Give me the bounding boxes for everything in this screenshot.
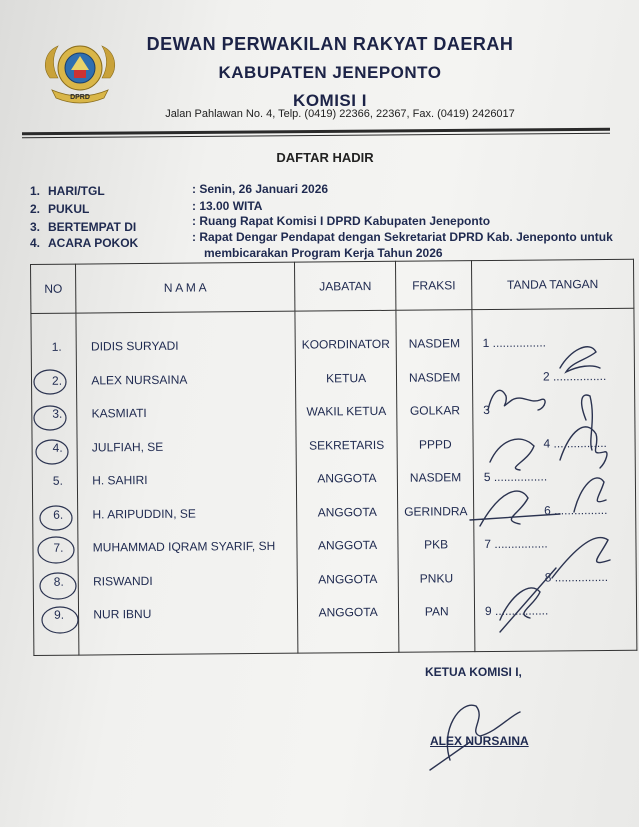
dprd-emblem-logo <box>38 38 122 108</box>
row-nama-5: H. SAHIRI <box>92 472 148 488</box>
row-jabatan-1: KOORDINATOR <box>301 336 390 352</box>
row-tanda-tangan-1: 1 ................ <box>482 335 547 351</box>
document-title: DAFTAR HADIR <box>276 150 374 165</box>
info-num-2: 2. <box>30 202 41 216</box>
row-fraksi-2: NASDEM <box>408 369 461 385</box>
nama-column <box>76 311 297 655</box>
info-num-4: 4. <box>30 236 41 250</box>
row-tanda-tangan-5: 5 ................ <box>483 469 548 485</box>
row-nama-7: MUHAMMAD IQRAM SYARIF, SH <box>92 538 276 555</box>
row-no-3: 3. <box>52 406 63 421</box>
ttd-column <box>472 308 637 651</box>
row-nama-4: JULFIAH, SE <box>91 439 164 454</box>
row-no-4: 4. <box>52 440 63 455</box>
row-jabatan-9: ANGGOTA <box>318 604 378 620</box>
info-label-2: PUKUL <box>48 202 90 216</box>
row-fraksi-5: NASDEM <box>409 470 462 485</box>
row-no-6: 6. <box>53 507 64 522</box>
row-fraksi-6: GERINDRA <box>404 503 468 519</box>
header-tanda-tangan: TANDA TANGAN <box>471 259 634 309</box>
info-value-3: : Ruang Rapat Komisi I DPRD Kabupaten Jeneponto <box>192 214 491 228</box>
header-address: Jalan Pahlawan No. 4, Telp. (0419) 22366, 22367, Fax. (0419) 2426017 <box>165 108 515 120</box>
row-fraksi-8: PNKU <box>419 570 454 586</box>
row-nama-9: NUR IBNU <box>93 606 152 622</box>
header-no: NO <box>31 264 77 313</box>
logo-text: DPRD <box>70 94 90 101</box>
row-fraksi-7: PKB <box>424 537 449 552</box>
row-fraksi-1: NASDEM <box>408 336 461 351</box>
row-nama-3: KASMIATI <box>91 405 147 421</box>
info-num-1: 1. <box>30 184 41 198</box>
header-commission: KOMISI I <box>293 91 367 110</box>
info-label-3: BERTEMPAT DI <box>48 220 137 234</box>
row-tanda-tangan-8: 8 ................ <box>544 569 609 585</box>
row-no-2: 2. <box>51 373 63 388</box>
attendance-table <box>30 259 637 656</box>
row-nama-6: H. ARIPUDDIN, SE <box>92 506 196 521</box>
row-nama-2: ALEX NURSAINA <box>91 372 188 387</box>
info-value-4-cont: membicarakan Program Kerja Tahun 2026 <box>204 246 443 260</box>
row-nama-8: RISWANDI <box>93 573 153 588</box>
row-fraksi-4: PPPD <box>418 436 452 452</box>
info-num-3: 3. <box>30 220 41 234</box>
row-jabatan-7: ANGGOTA <box>317 537 378 553</box>
row-tanda-tangan-7: 7 ................ <box>484 536 548 552</box>
row-no-7: 7. <box>53 540 64 555</box>
row-no-8: 8. <box>53 574 64 589</box>
row-tanda-tangan-4: 4 ................ <box>543 435 607 451</box>
row-no-9: 9. <box>54 607 65 622</box>
row-fraksi-3: GOLKAR <box>409 403 461 418</box>
row-tanda-tangan-3: 3 <box>483 402 490 418</box>
fraksi-column <box>396 310 474 653</box>
jabatan-column <box>295 310 400 653</box>
no-column <box>31 313 79 655</box>
info-label-4: ACARA POKOK <box>48 236 139 250</box>
row-jabatan-5: ANGGOTA <box>317 470 377 486</box>
row-tanda-tangan-9: 9 ................ <box>484 603 549 619</box>
row-jabatan-6: ANGGOTA <box>317 504 377 519</box>
row-tanda-tangan-6: 6 ................ <box>544 502 608 518</box>
info-value-2: : 13.00 WITA <box>192 199 263 213</box>
row-fraksi-9: PAN <box>424 604 449 619</box>
footer-name: ALEX NURSAINA <box>430 734 529 748</box>
header-fraksi: FRAKSI <box>396 261 472 311</box>
header-region: KABUPATEN JENEPONTO <box>218 63 442 82</box>
row-tanda-tangan-2: 2 ................ <box>542 368 607 384</box>
row-no-5: 5. <box>52 473 63 488</box>
header-jabatan: JABATAN <box>294 261 396 311</box>
info-value-1: : Senin, 26 Januari 2026 <box>192 182 329 196</box>
footer-title: KETUA KOMISI I, <box>425 665 522 679</box>
row-jabatan-3: WAKIL KETUA <box>306 403 387 419</box>
row-no-1: 1. <box>51 339 62 354</box>
row-jabatan-4: SEKRETARIS <box>309 437 385 453</box>
row-jabatan-2: KETUA <box>326 370 367 385</box>
row-nama-1: DIDIS SURYADI <box>90 338 179 354</box>
info-value-4: : Rapat Dengar Pendapat dengan Sekretariat DPRD Kab. Jeneponto untuk <box>192 230 613 244</box>
header-institution: DEWAN PERWAKILAN RAKYAT DAERAH <box>146 34 514 54</box>
info-label-1: HARI/TGL <box>48 184 105 198</box>
row-jabatan-8: ANGGOTA <box>318 571 378 586</box>
header-nama: N A M A <box>76 262 295 313</box>
